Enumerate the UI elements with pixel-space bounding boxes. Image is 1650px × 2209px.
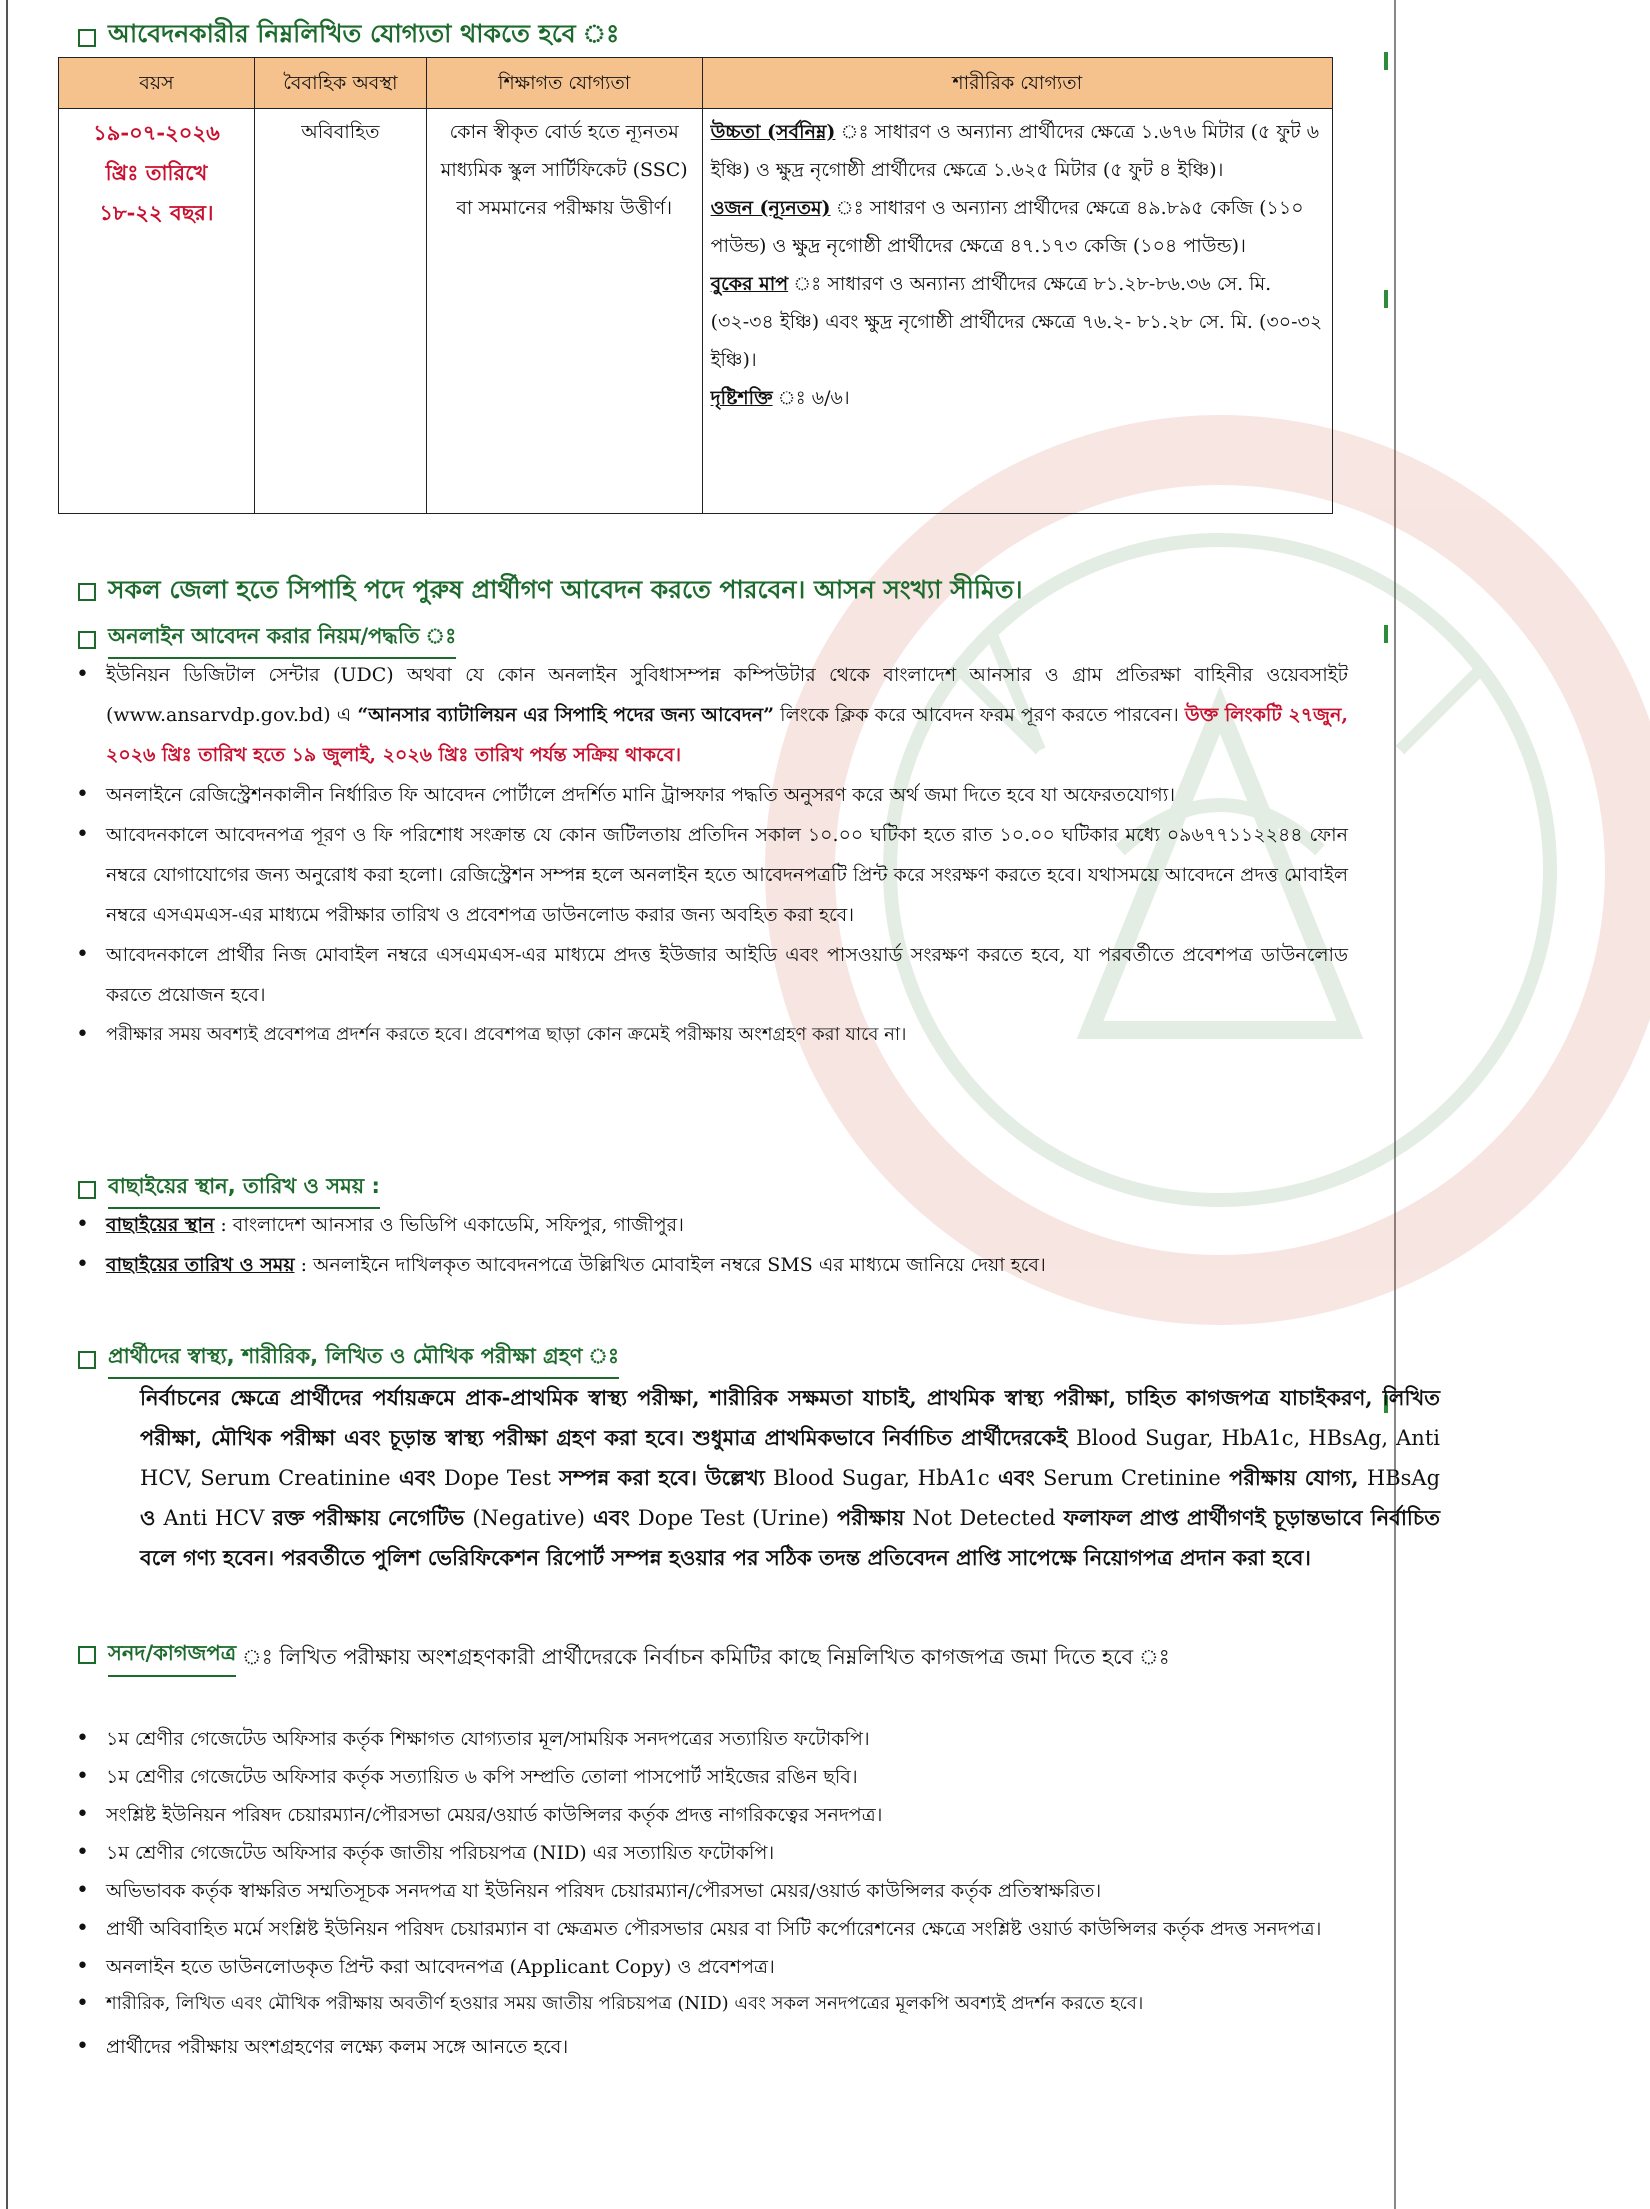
eligibility-heading xyxy=(78,14,619,61)
eyesight-requirement xyxy=(711,379,1324,417)
list-item: • আবেদনকালে প্রার্থীর নিজ মোবাইল নম্বরে এসএমএস-এর মাধ্যমে প্রদত্ত ইউজার আইডি এবং পাসওয়ার্ড সংরক্ষণ করতে হবে, যা পরবর্তীতে প্রবেশপত্র ডাউনলোড করতে প্রয়োজন হবে। xyxy=(58,935,1348,1015)
exam-heading-text: প্রার্থীদের স্বাস্থ্য, শারীরিক, লিখিত ও মৌখিক পরীক্ষা গ্রহণ ঃ xyxy=(108,1340,619,1379)
exam-text: Dope Test (Urine) xyxy=(637,1506,829,1530)
edge-mark xyxy=(1384,52,1388,70)
exam-heading xyxy=(78,1340,619,1379)
age-date: ১৯-০৭-২০২৬ xyxy=(93,120,220,145)
selection-place-text: : বাংলাদেশ আনসার ও ভিডিপি একাডেমি, সফিপুর, গাজীপুর। xyxy=(214,1214,684,1236)
physical-cell xyxy=(702,109,1332,514)
checkbox-icon xyxy=(78,1646,96,1664)
online-heading xyxy=(78,620,456,659)
list-item: • ১ম শ্রেণীর গেজেটেড অফিসার কর্তৃক সত্যায়িত ৬ কপি সম্প্রতি তোলা পাসপোর্ট সাইজের রঙিন ছবি। xyxy=(58,1758,1348,1796)
online-heading-text: অনলাইন আবেদন করার নিয়ম/পদ্ধতি ঃ xyxy=(108,620,456,659)
selection-place-label: বাছাইয়ের স্থান xyxy=(106,1214,215,1236)
chest-text: ঃ সাধারণ ও অন্যান্য প্রার্থীদের ক্ষেত্রে ৮১.২৮-৮৬.৩৬ সে. মি. (৩২-৩৪ ইঞ্চি) এবং ক্ষুদ্র নৃগোষ্ঠী প্রার্থীদের ক্ষেত্রে ৭৬.২- ৮১.২৮ সে. মি. (৩০-৩২ ইঞ্চি)। xyxy=(710,273,1323,371)
education-cell: কোন স্বীকৃত বোর্ড হতে ন্যূনতম মাধ্যমিক স্কুল সার্টিফিকেট (SSC) বা সমমানের পরীক্ষায় উত্তীর্ণ। xyxy=(426,109,702,514)
list-item: • আবেদনকালে আবেদনপত্র পূরণ ও ফি পরিশোধ সংক্রান্ত যে কোন জটিলতায় প্রতিদিন সকাল ১০.০০ ঘটিকা হতে রাত ১০.০০ ঘটিকার মধ্যে ০৯৬৭৭১১২২৪৪ ফোন নম্বরে যোগাযোগের জন্য অনুরোধ করা হলো। রেজিস্ট্রেশন সম্পন্ন হলে অনলাইন হতে আবেদনপত্রটি প্রিন্ট করে সংরক্ষণ করতে হবে। যথাসময়ে আবেদনে প্রদত্ত মোবাইল নম্বরে এসএমএস-এর মাধ্যমে পরীক্ষার তারিখ ও প্রবেশপত্র ডাউনলোড করার জন্য অবহিত করা হবে। xyxy=(58,815,1348,935)
notice-heading xyxy=(78,570,1023,613)
selection-list xyxy=(58,1205,1348,1285)
list-item: • পরীক্ষার সময় অবশ্যই প্রবেশপত্র প্রদর্শন করতে হবে। প্রবেশপত্র ছাড়া কোন ক্রমেই পরীক্ষায় অংশগ্রহণ করা যাবে না। xyxy=(58,1015,1348,1055)
eligibility-heading-text: আবেদনকারীর নিম্নলিখিত যোগ্যতা থাকতে হবে ঃ xyxy=(108,14,619,61)
marital-cell: অবিবাহিত xyxy=(254,109,426,514)
exam-text: এবং xyxy=(584,1505,638,1530)
eligibility-table-row xyxy=(59,109,1333,514)
selection-section xyxy=(58,1205,1348,1285)
edge-mark xyxy=(1384,625,1388,643)
weight-requirement xyxy=(711,189,1324,265)
notice-text: সকল জেলা হতে সিপাহি পদে পুরুষ প্রার্থীগণ আবেদন করতে পারবেন। আসন সংখ্যা সীমিত। xyxy=(108,575,1023,604)
list-item: • অভিভাবক কর্তৃক স্বাক্ষরিত সম্মতিসূচক সনদপত্র যা ইউনিয়ন পরিষদ চেয়ারম্যান/পৌরসভা মেয়র/ওয়ার্ড কাউন্সিলর কর্তৃক প্রতিস্বাক্ষরিত। xyxy=(58,1872,1348,1910)
online-b1-deadline: উক্ত লিংকটি ২৭জুন, ২০২৬ খ্রিঃ তারিখ হতে ১৯ জুলাই, ২০২৬ খ্রিঃ তারিখ পর্যন্ত সক্রিয় থাকবে। xyxy=(106,704,1349,766)
documents-heading xyxy=(78,1633,236,1677)
table-header-physical: শারীরিক যোগ্যতা xyxy=(702,58,1332,109)
eyesight-label: দৃষ্টিশক্তি xyxy=(710,387,773,409)
online-list xyxy=(58,655,1348,1055)
documents-heading-text: সনদ/কাগজপত্র xyxy=(108,1633,236,1677)
exam-text: ও xyxy=(140,1505,164,1530)
edge-mark xyxy=(1384,290,1388,308)
list-item: • প্রার্থী অবিবাহিত মর্মে সংশ্লিষ্ট ইউনিয়ন পরিষদ চেয়ারম্যান বা ক্ষেত্রমত পৌরসভার মেয়র বা সিটি কর্পোরেশনের ক্ষেত্রে সংশ্লিষ্ট ওয়ার্ড কাউন্সিলর কর্তৃক প্রদত্ত সনদপত্র। xyxy=(58,1910,1348,1948)
exam-text: রক্ত পরীক্ষায় নেগেটিভ xyxy=(264,1505,473,1530)
exam-text: (Negative) xyxy=(472,1506,585,1530)
list-item: • শারীরিক, লিখিত এবং মৌখিক পরীক্ষায় অবতীর্ণ হওয়ার সময় জাতীয় পরিচয়পত্র (NID) এবং সকল সনদপত্রের মূলকপি অবশ্যই প্রদর্শন করতে হবে। xyxy=(58,1986,1348,2022)
documents-intro xyxy=(78,1633,1368,1677)
exam-text: সম্পন্ন করা হবে। উল্লেখ্য xyxy=(550,1465,774,1490)
checkbox-icon xyxy=(78,583,96,601)
table-header-education: শিক্ষাগত যোগ্যতা xyxy=(426,58,702,109)
online-section xyxy=(58,655,1348,1055)
exam-text: Serum Cretinine xyxy=(1042,1466,1221,1490)
height-requirement xyxy=(711,113,1324,189)
exam-text: Blood Sugar, HbA1c xyxy=(773,1466,990,1490)
checkbox-icon xyxy=(78,29,96,47)
exam-text: Dope Test xyxy=(443,1466,551,1490)
checkbox-icon xyxy=(78,631,96,649)
selection-heading xyxy=(78,1170,380,1209)
weight-label: ওজন (ন্যূনতম) xyxy=(710,197,831,219)
list-item: • ১ম শ্রেণীর গেজেটেড অফিসার কর্তৃক জাতীয় পরিচয়পত্র (NID) এর সত্যায়িত ফটোকপি। xyxy=(58,1834,1348,1872)
exam-text: Anti HCV xyxy=(163,1506,265,1530)
exam-text: ফলাফল প্রাপ্ত প্রার্থীগণই চূড়ান্তভাবে নির্বাচিত বলে গণ্য হবেন। পরবর্তীতে পুলিশ ভেরিফিকেশন রিপোর্ট সম্পন্ন হওয়ার পর সঠিক তদন্ত প্রতিবেদন প্রাপ্তি সাপেক্ষে নিয়োগপত্র প্রদান করা হবে। xyxy=(140,1505,1441,1570)
age-range: ১৮-২২ বছর। xyxy=(99,200,214,225)
list-item xyxy=(58,1205,1348,1245)
exam-text: এবং xyxy=(989,1465,1043,1490)
height-label: উচ্চতা (সর্বনিম্ন) xyxy=(710,121,836,143)
exam-text: HBsAg xyxy=(1366,1466,1441,1490)
list-item: • প্রার্থীদের পরীক্ষায় অংশগ্রহণের লক্ষ্যে কলম সঙ্গে আনতে হবে। xyxy=(58,2028,1348,2066)
age-date-suffix: খ্রিঃ তারিখে xyxy=(105,160,208,185)
weight-text: ঃ সাধারণ ও অন্যান্য প্রার্থীদের ক্ষেত্রে ৪৯.৮৯৫ কেজি (১১০ পাউন্ড) ও ক্ষুদ্র নৃগোষ্ঠী প্রার্থীদের ক্ষেত্রে ৪৭.১৭৩ কেজি (১০৪ পাউন্ড)। xyxy=(710,197,1304,257)
exam-text: Blood Sugar, HbA1c, HBsAg, Anti HCV, Serum Creatinine xyxy=(140,1426,1440,1490)
checkbox-icon xyxy=(78,1181,96,1199)
exam-text: নির্বাচনের ক্ষেত্রে প্রার্থীদের পর্যায়ক্রমে প্রাক-প্রাথমিক স্বাস্থ্য পরীক্ষা, শারীরিক সক্ষমতা যাচাই, প্রাথমিক স্বাস্থ্য পরীক্ষা, চাহিত কাগজপত্র যাচাইকরণ, লিখিত পরীক্ষা, মৌখিক পরীক্ষা এবং চূড়ান্ত স্বাস্থ্য পরীক্ষা গ্রহণ করা হবে। শুধুমাত্র প্রাথমিকভাবে নির্বাচিত প্রার্থীদেরকেই xyxy=(140,1385,1440,1450)
selection-heading-text: বাছাইয়ের স্থান, তারিখ ও সময় : xyxy=(108,1170,380,1209)
exam-text: পরীক্ষায় xyxy=(828,1505,913,1530)
page-right-border xyxy=(1394,0,1396,2209)
age-cell xyxy=(59,109,255,514)
exam-text: এবং xyxy=(390,1465,444,1490)
online-b1-text: ইউনিয়ন ডিজিটাল সেন্টার (UDC) অথবা যে কোন অনলাইন সুবিধাসম্পন্ন কম্পিউটার থেকে বাংলাদেশ আনসার ও গ্রাম প্রতিরক্ষা বাহিনীর ওয়েবসাইট (www.ansarvdp.gov.bd) এ xyxy=(106,664,1348,726)
table-header-marital: বৈবাহিক অবস্থা xyxy=(254,58,426,109)
height-text: ঃ সাধারণ ও অন্যান্য প্রার্থীদের ক্ষেত্রে ১.৬৭৬ মিটার (৫ ফুট ৬ ইঞ্চি) ও ক্ষুদ্র নৃগোষ্ঠী প্রার্থীদের ক্ষেত্রে ১.৬২৫ মিটার (৫ ফুট ৪ ইঞ্চি)। xyxy=(710,121,1320,181)
selection-time-label: বাছাইয়ের তারিখ ও সময় xyxy=(106,1254,295,1276)
eligibility-table-header xyxy=(59,58,1333,109)
eyesight-text: ঃ ৬/৬। xyxy=(772,387,850,409)
online-b1-text2: লিংকে ক্লিক করে আবেদন ফরম পূরণ করতে পারবেন। xyxy=(774,704,1185,726)
table-header-age: বয়স xyxy=(59,58,255,109)
list-item: • অনলাইনে রেজিস্ট্রেশনকালীন নির্ধারিত ফি আবেদন পোর্টালে প্রদর্শিত মানি ট্রান্সফার পদ্ধতি অনুসরণ করে অর্থ জমা দিতে হবে যা অফেরতযোগ্য। xyxy=(58,775,1348,815)
selection-time-text: : অনলাইনে দাখিলকৃত আবেদনপত্রে উল্লিখিত মোবাইল নম্বরে SMS এর মাধ্যমে জানিয়ে দেয়া হবে। xyxy=(294,1254,1046,1276)
list-item: • অনলাইন হতে ডাউনলোডকৃত প্রিন্ট করা আবেদনপত্র (Applicant Copy) ও প্রবেশপত্র। xyxy=(58,1948,1348,1986)
list-item: • সংশ্লিষ্ট ইউনিয়ন পরিষদ চেয়ারম্যান/পৌরসভা মেয়র/ওয়ার্ড কাউন্সিলর কর্তৃক প্রদত্ত নাগরিকত্বের সনদপত্র। xyxy=(58,1796,1348,1834)
exam-text: Not Detected xyxy=(912,1506,1056,1530)
documents-section xyxy=(58,1720,1348,2066)
checkbox-icon xyxy=(78,1351,96,1369)
eligibility-table xyxy=(58,57,1333,514)
list-item: • ১ম শ্রেণীর গেজেটেড অফিসার কর্তৃক শিক্ষাগত যোগ্যতার মূল/সাময়িক সনদপত্রের সত্যায়িত ফটোকপি। xyxy=(58,1720,1348,1758)
list-item xyxy=(58,1245,1348,1285)
documents-intro-text: ঃ লিখিত পরীক্ষায় অংশগ্রহণকারী প্রার্থীদেরকে নির্বাচন কমিটির কাছে নিম্নলিখিত কাগজপত্র জমা দিতে হবে ঃ xyxy=(236,1645,1170,1669)
chest-requirement xyxy=(711,265,1324,379)
exam-text: পরীক্ষায় যোগ্য, xyxy=(1220,1465,1367,1490)
exam-paragraph xyxy=(140,1378,1440,1578)
online-b1-link-name: “আনসার ব্যাটালিয়ন এর সিপাহি পদের জন্য আবেদন” xyxy=(357,704,775,726)
chest-label: বুকের মাপ xyxy=(710,273,789,295)
list-item xyxy=(58,655,1348,775)
documents-list xyxy=(58,1720,1348,2066)
page-left-border xyxy=(6,0,8,2209)
